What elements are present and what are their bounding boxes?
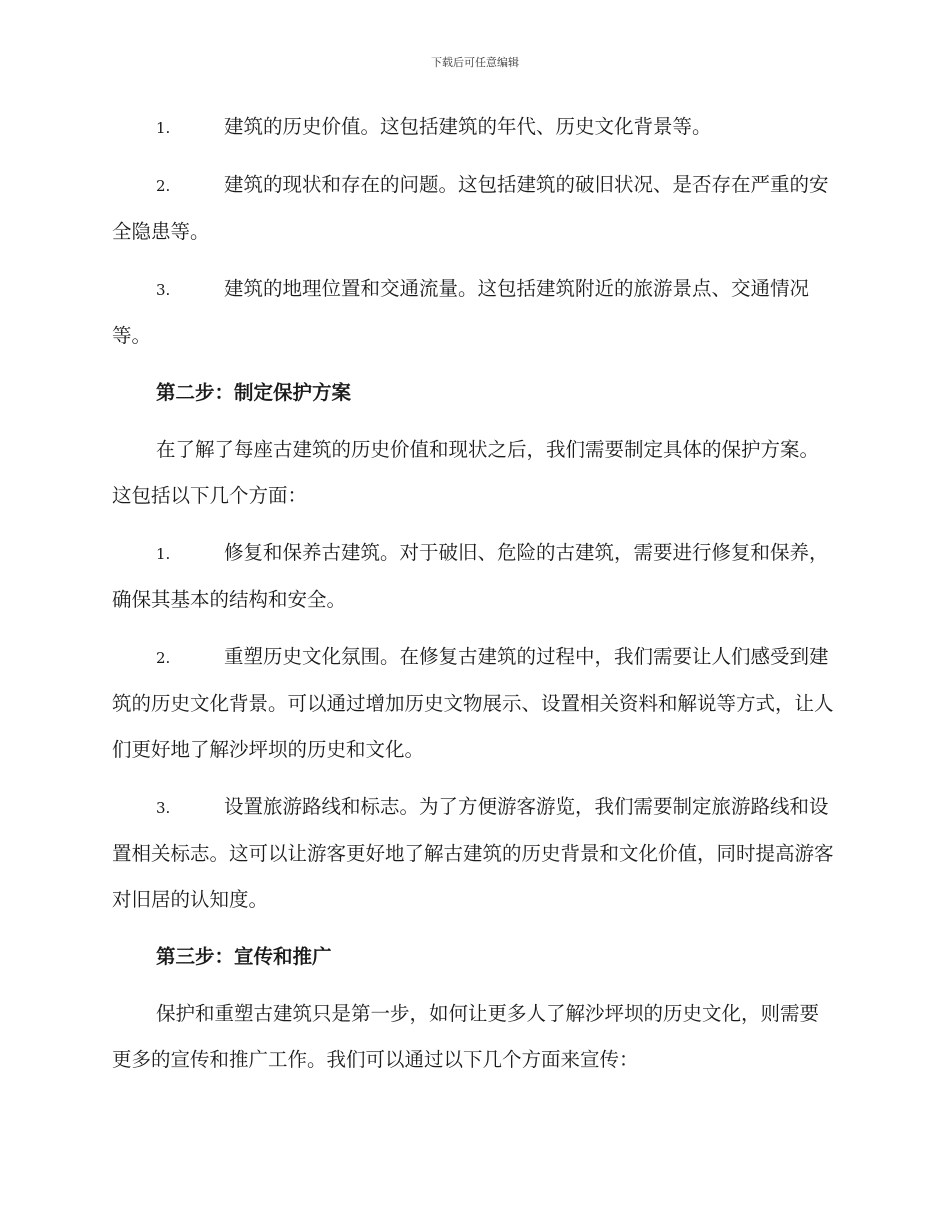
list-item [112,162,834,255]
document-body [112,104,834,1094]
list-text: 重塑历史文化氛围。在修复古建筑的过程中，我们需要让人们感受到建筑的历史文化背景。可以通过增加历史文物展示、设置相关资料和解说等方式，让人们更好地了解沙坪坝的历史和文化。 [112,645,834,761]
section-heading-step3: 第三步：宣传和推广 [156,945,332,968]
list-number: 2. [156,177,171,195]
list-item [112,634,834,773]
section-heading-step2: 第二步：制定保护方案 [156,381,352,404]
list-item [112,784,834,923]
list-number: 1. [156,545,171,563]
list-number: 3. [156,281,171,299]
list-text: 设置旅游路线和标志。为了方便游客游览，我们需要制定旅游路线和设置相关标志。这可以让游客更好地了解古建筑的历史背景和文化价值，同时提高游客对旧居的认知度。 [112,795,834,911]
list-number: 3. [156,799,171,817]
list-text: 修复和保养古建筑。对于破旧、危险的古建筑，需要进行修复和保养，确保其基本的结构和安全。 [112,541,829,611]
list-item [112,104,834,151]
list-number: 2. [156,649,171,667]
paragraph-step3-intro: 保护和重塑古建筑只是第一步，如何让更多人了解沙坪坝的历史文化，则需要更多的宣传和推广工作。我们可以通过以下几个方面来宣传： [112,1002,820,1071]
list-number: 1. [156,119,171,137]
list-text: 建筑的地理位置和交通流量。这包括建筑附近的旅游景点、交通情况等。 [112,277,810,347]
list-item [112,530,834,623]
paragraph-step2-intro: 在了解了每座古建筑的历史价值和现状之后，我们需要制定具体的保护方案。这包括以下几个方面： [112,438,820,507]
page-header: 下载后可任意编辑 [431,56,519,69]
list-item [112,266,834,359]
list-text: 建筑的历史价值。这包括建筑的年代、历史文化背景等。 [224,115,712,138]
list-text: 建筑的现状和存在的问题。这包括建筑的破旧状况、是否存在严重的安全隐患等。 [112,173,829,243]
